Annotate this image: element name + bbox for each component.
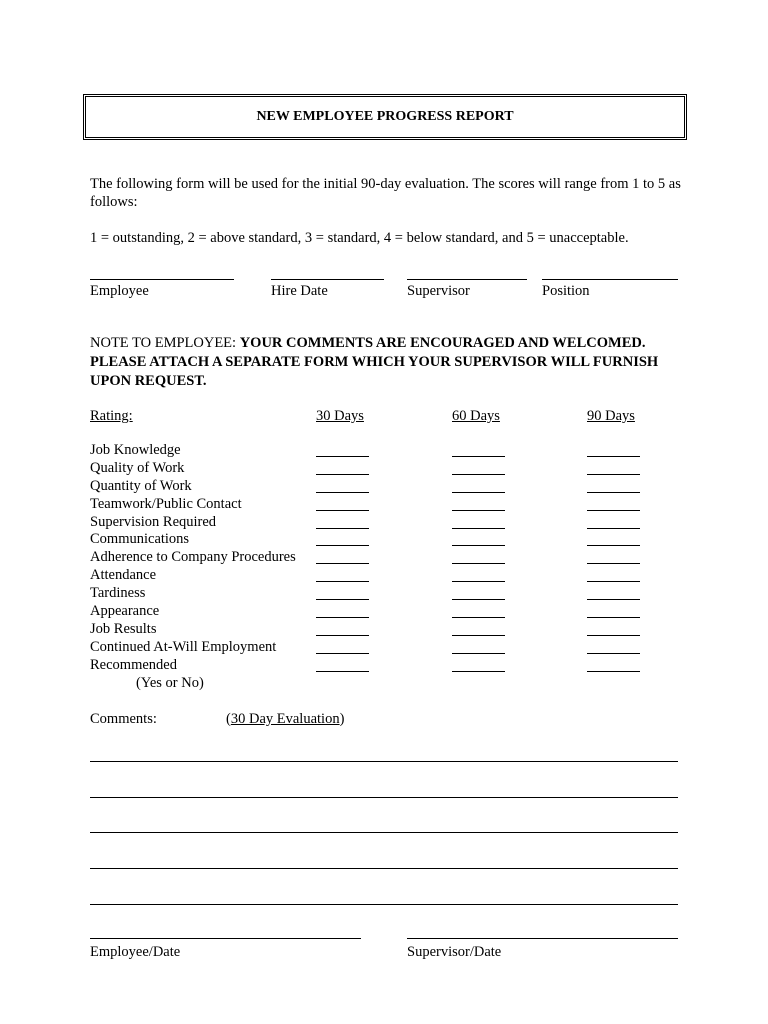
position-field[interactable] bbox=[542, 264, 678, 280]
hire-date-label: Hire Date bbox=[271, 283, 328, 299]
score-30-days[interactable] bbox=[316, 548, 369, 564]
criterion-label: Continued At-Will Employment bbox=[90, 638, 277, 655]
comment-line[interactable] bbox=[90, 904, 678, 905]
criterion-label: Quality of Work bbox=[90, 459, 185, 476]
intro-text-1: The following form will be used for the initial 90-day evaluation. The scores will range from 1 to 5 as follows: bbox=[90, 176, 681, 210]
rating-row bbox=[90, 656, 296, 674]
supervisor-signature-label: Supervisor/Date bbox=[407, 944, 502, 960]
employee-signature-label: Employee/Date bbox=[90, 944, 181, 960]
column-60-days: 60 Days bbox=[452, 408, 500, 424]
column-30-days: 30 Days bbox=[316, 408, 364, 424]
score-60-days[interactable] bbox=[452, 459, 505, 475]
criterion-label: Attendance bbox=[90, 567, 157, 584]
recommended-note: (Yes or No) bbox=[136, 674, 204, 691]
rating-row bbox=[90, 566, 296, 584]
criterion-label: Job Results bbox=[90, 620, 157, 637]
employee-label: Employee bbox=[90, 283, 149, 299]
rating-row bbox=[90, 495, 296, 513]
score-90-days[interactable] bbox=[587, 513, 640, 529]
score-60-days[interactable] bbox=[452, 638, 505, 654]
score-60-days[interactable] bbox=[452, 656, 505, 672]
score-90-days[interactable] bbox=[587, 584, 640, 600]
score-60-days[interactable] bbox=[452, 495, 505, 511]
score-60-days[interactable] bbox=[452, 477, 505, 493]
comment-line[interactable] bbox=[90, 797, 678, 798]
supervisor-label: Supervisor bbox=[407, 283, 470, 299]
rating-row bbox=[90, 602, 296, 620]
intro-paragraph bbox=[90, 175, 690, 247]
score-30-days[interactable] bbox=[316, 566, 369, 582]
score-90-days[interactable] bbox=[587, 602, 640, 618]
score-90-days[interactable] bbox=[587, 620, 640, 636]
rating-row bbox=[90, 548, 296, 566]
criterion-label: Recommended bbox=[90, 656, 177, 673]
criterion-label: Supervision Required bbox=[90, 513, 217, 530]
paren-close: ) bbox=[339, 711, 345, 727]
criterion-label: Adherence to Company Procedures bbox=[90, 549, 296, 566]
score-90-days[interactable] bbox=[587, 459, 640, 475]
recommended-note-row bbox=[90, 674, 296, 692]
score-90-days[interactable] bbox=[587, 566, 640, 582]
rating-row bbox=[90, 477, 296, 495]
score-60-days[interactable] bbox=[452, 441, 505, 457]
position-label: Position bbox=[542, 283, 590, 299]
score-60-days[interactable] bbox=[452, 584, 505, 600]
score-90-days[interactable] bbox=[587, 656, 640, 672]
comment-line[interactable] bbox=[90, 832, 678, 833]
score-30-days[interactable] bbox=[316, 459, 369, 475]
employee-field[interactable] bbox=[90, 264, 234, 280]
rating-row bbox=[90, 513, 296, 531]
score-90-days[interactable] bbox=[587, 638, 640, 654]
score-30-days[interactable] bbox=[316, 495, 369, 511]
score-30-days[interactable] bbox=[316, 602, 369, 618]
criterion-label: Appearance bbox=[90, 603, 160, 620]
comments-evaluation bbox=[226, 710, 344, 728]
rating-row bbox=[90, 441, 296, 459]
rating-row bbox=[90, 459, 296, 477]
score-90-days[interactable] bbox=[587, 441, 640, 457]
criterion-label: Communications bbox=[90, 531, 190, 548]
rating-row bbox=[90, 620, 296, 638]
evaluation-label: 30 Day Evaluation bbox=[230, 711, 340, 727]
comments-label: Comments: bbox=[90, 711, 157, 727]
hire-date-field[interactable] bbox=[271, 264, 384, 280]
score-30-days[interactable] bbox=[316, 441, 369, 457]
score-30-days[interactable] bbox=[316, 530, 369, 546]
score-90-days[interactable] bbox=[587, 548, 640, 564]
score-90-days[interactable] bbox=[587, 530, 640, 546]
score-30-days[interactable] bbox=[316, 638, 369, 654]
criterion-label: Tardiness bbox=[90, 585, 146, 602]
score-60-days[interactable] bbox=[452, 602, 505, 618]
criterion-label: Quantity of Work bbox=[90, 477, 192, 494]
report-title: NEW EMPLOYEE PROGRESS REPORT bbox=[256, 109, 514, 124]
score-60-days[interactable] bbox=[452, 548, 505, 564]
rating-label: Rating: bbox=[90, 408, 133, 424]
note-bold-text: YOUR COMMENTS ARE ENCOURAGED AND WELCOMED. PLEASE ATTACH A SEPARATE FORM WHICH YOUR SUPERVISOR WILL FURNISH UPON REQUEST. bbox=[90, 335, 659, 389]
column-90-days: 90 Days bbox=[587, 408, 635, 424]
rating-row bbox=[90, 638, 296, 656]
rating-row bbox=[90, 584, 296, 602]
employee-signature-line[interactable] bbox=[90, 938, 361, 939]
supervisor-signature-line[interactable] bbox=[407, 938, 678, 939]
score-30-days[interactable] bbox=[316, 620, 369, 636]
criterion-label: Job Knowledge bbox=[90, 442, 181, 458]
comment-line[interactable] bbox=[90, 868, 678, 869]
score-60-days[interactable] bbox=[452, 566, 505, 582]
intro-text-2: 1 = outstanding, 2 = above standard, 3 = standard, 4 = below standard, and 5 = unacceptable. bbox=[90, 230, 629, 246]
score-60-days[interactable] bbox=[452, 530, 505, 546]
rating-row bbox=[90, 530, 296, 548]
score-30-days[interactable] bbox=[316, 584, 369, 600]
note-to-employee bbox=[90, 334, 690, 391]
score-90-days[interactable] bbox=[587, 495, 640, 511]
rating-table bbox=[90, 441, 296, 691]
score-60-days[interactable] bbox=[452, 513, 505, 529]
score-60-days[interactable] bbox=[452, 620, 505, 636]
score-30-days[interactable] bbox=[316, 513, 369, 529]
score-30-days[interactable] bbox=[316, 656, 369, 672]
report-title-box bbox=[83, 94, 687, 140]
note-prefix: NOTE TO EMPLOYEE: bbox=[90, 335, 240, 351]
criterion-label: Teamwork/Public Contact bbox=[90, 495, 242, 512]
score-90-days[interactable] bbox=[587, 477, 640, 493]
supervisor-field[interactable] bbox=[407, 264, 527, 280]
score-30-days[interactable] bbox=[316, 477, 369, 493]
paren-open: ( bbox=[226, 711, 231, 727]
comment-line[interactable] bbox=[90, 761, 678, 762]
